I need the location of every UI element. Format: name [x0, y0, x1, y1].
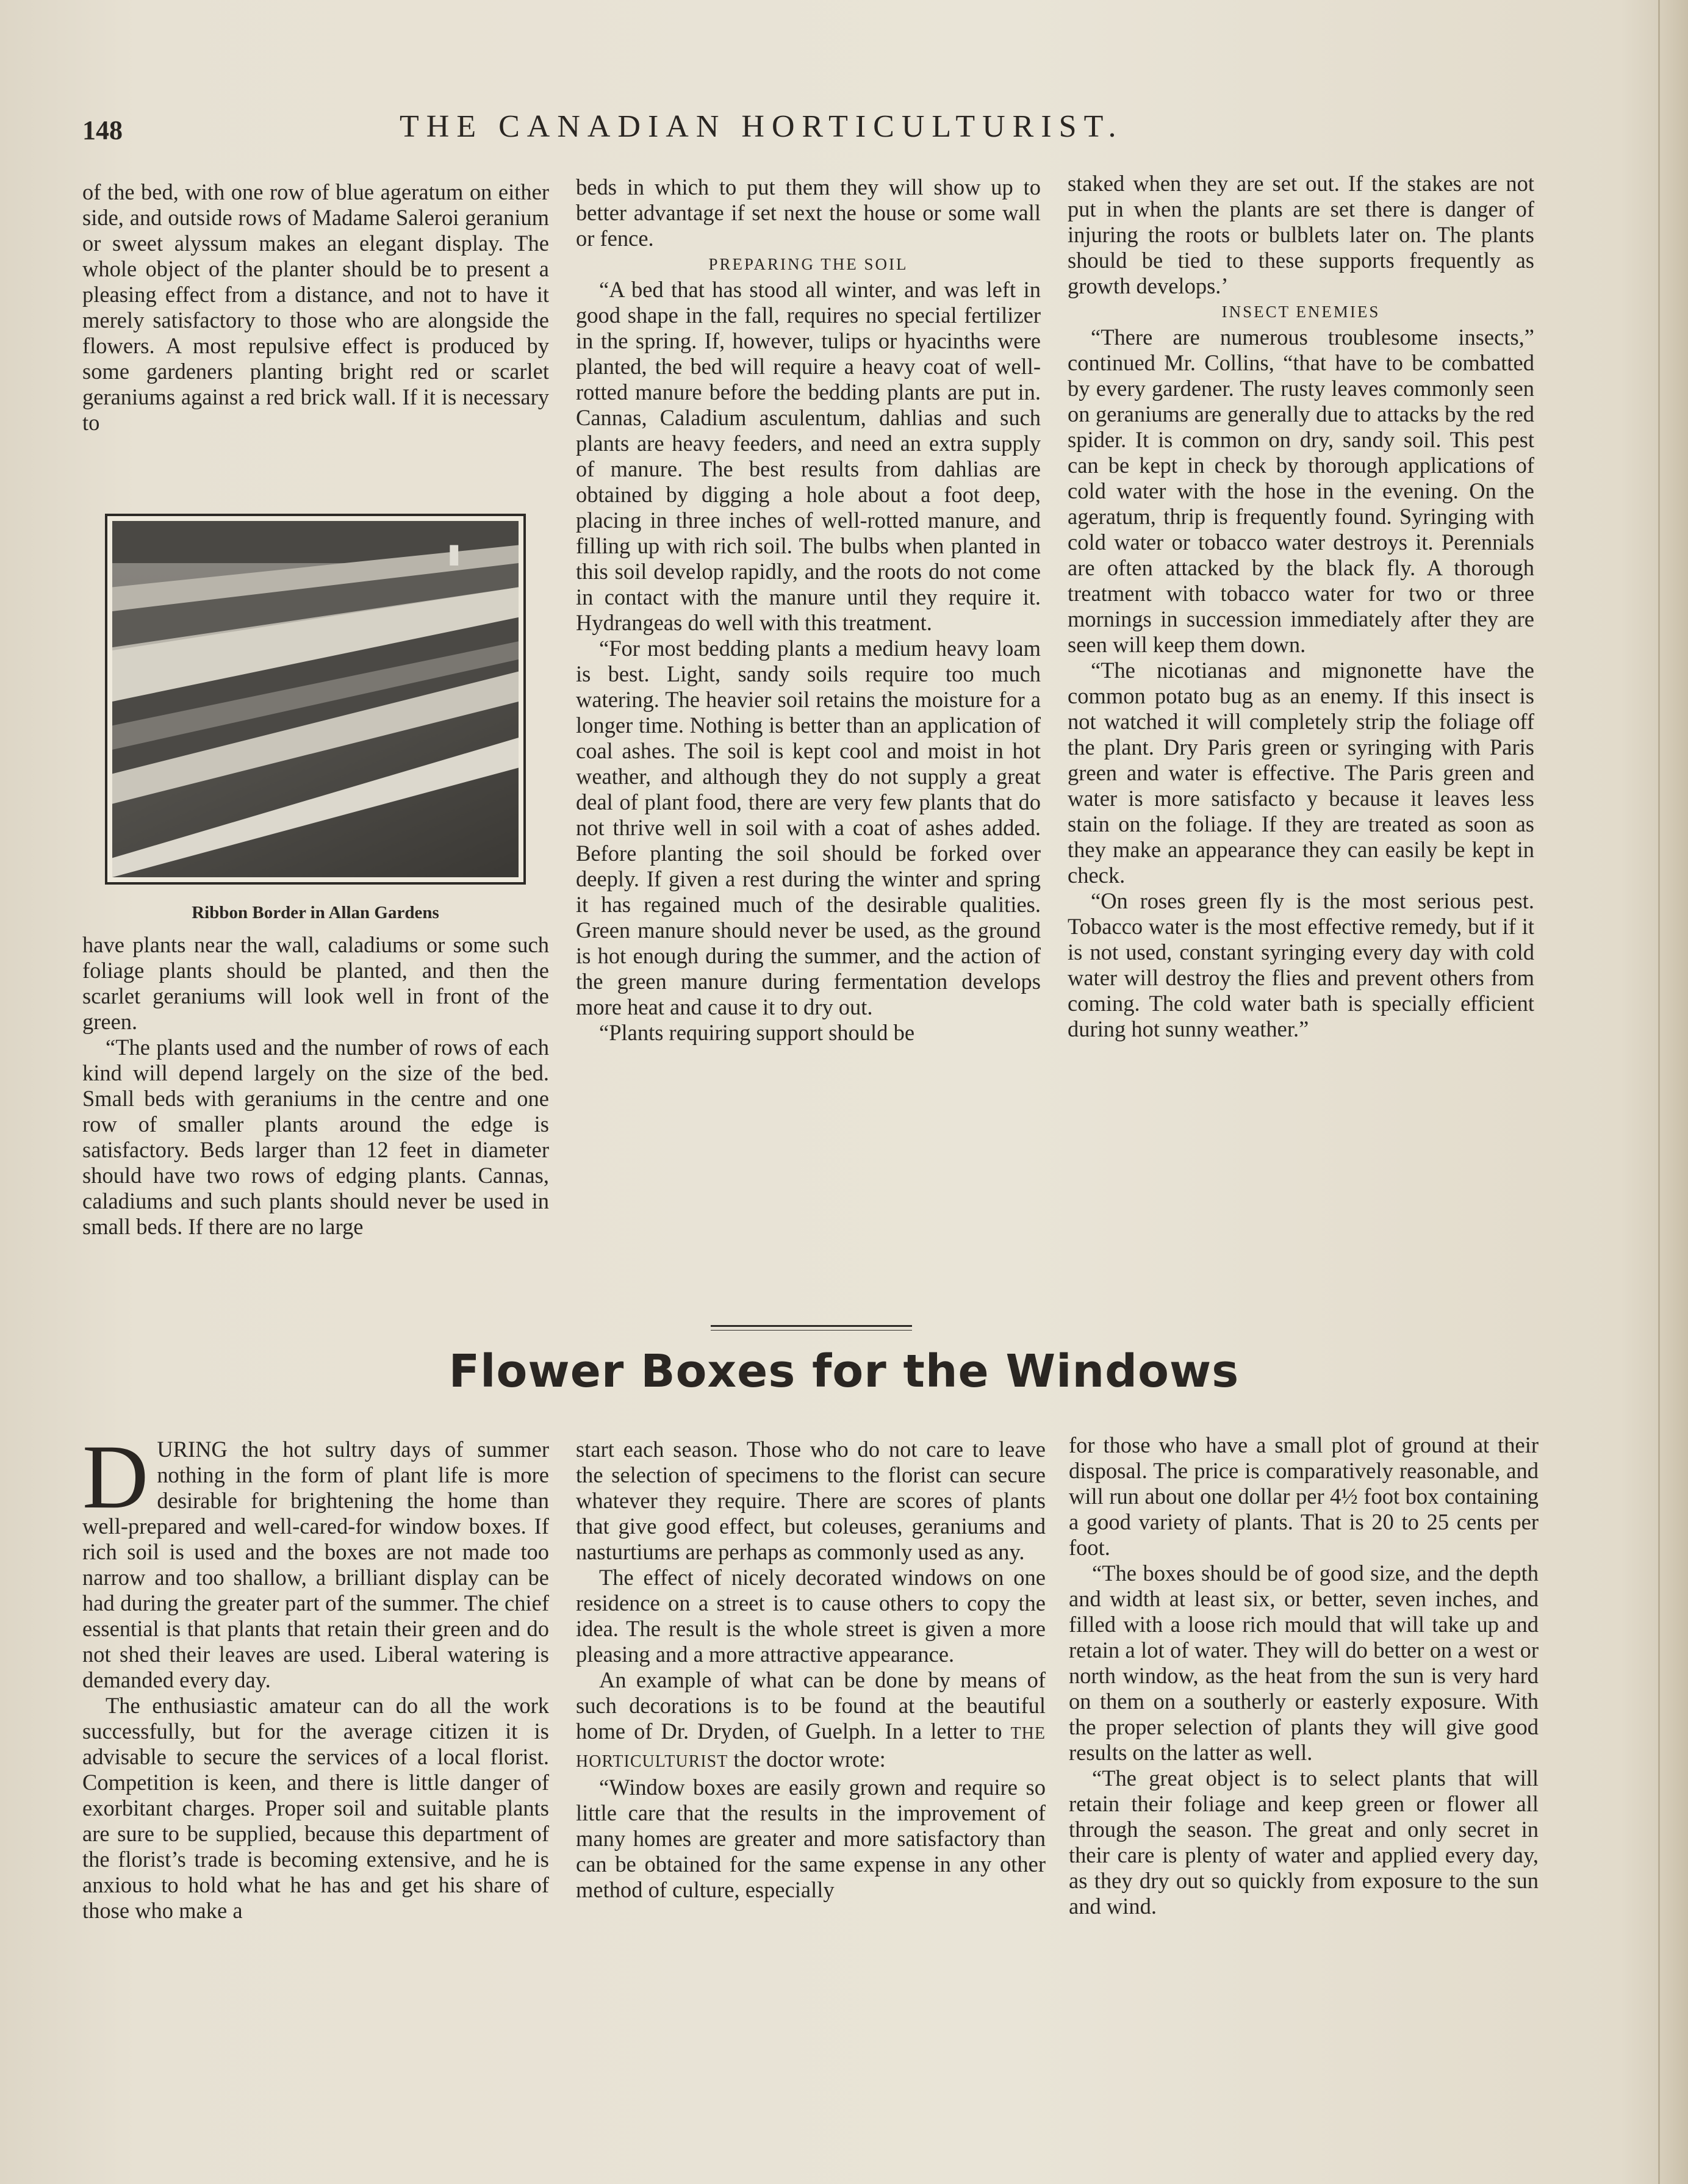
paragraph: have plants near the wall, caladiums or some such foliage plants should be planted, and then the scarlet geraniums will look well in front of the green. [82, 932, 549, 1034]
paragraph: for those who have a small plot of ground at their disposal. The price is comparatively reasonable, and will run about one dollar per 4½ foot box containing a good variety of plants. That is 20 to 25 cents per foot. [1069, 1432, 1539, 1560]
page-binding-edge [1658, 0, 1688, 2184]
garden-photo-image [112, 521, 519, 877]
journal-title: THE CANADIAN HORTICULTURIST. [400, 109, 1124, 144]
paragraph: “The great object is to select plants that will retain their foliage and keep green or flower all through the season. The great and only secret in their care is plenty of water and applied every day, as they dry out so quickly from exposure to the sun and wind. [1069, 1766, 1539, 1919]
paragraph: “The nicotianas and mignonette have the common potato bug as an enemy. If this insect is not watched it will completely strip the foliage off the plant. Dry Paris green or syringing with Paris green and water is effective. The Paris green and water is more satisfacto y because it leaves less stain on the foliage. If they are treated as soon as they make an appearance they can easily be kept in check. [1068, 658, 1534, 888]
paragraph: “On roses green fly is the most serious pest. Tobacco water is the most effective remedy, but if it is not used, constant syringing every day with cold water will destroy the flies and prevent others from coming. The cold water bath is specially efficient during hot sunny weather.” [1068, 888, 1534, 1041]
article-title: Flower Boxes for the Windows [448, 1345, 1240, 1398]
paragraph: “For most bedding plants a medium heavy loam is best. Light, sandy soils require too much watering. The heavier soil retains the moisture for a longer time. Nothing is better than an application of coal ashes. The soil is kept cool and moist in hot weather, and although they do not supply a great deal of plant food, there are very few plants that do not thrive well in soil with a coat of ashes added. Before planting the soil should be forked over deeply. If given a rest during the winter and spring it has regained much of the desirable qualities. Green manure should never be used, as the ground is hot enough during the summer, and the action of the green manure during fermentation develops more heat and cause it to dry out. [576, 636, 1041, 1019]
paragraph: The effect of nicely decorated windows on one residence on a street is to cause others to copy the idea. The result is the whole street is given a more pleasing and a more attractive appearance. [576, 1565, 1046, 1667]
paragraph-text: the doctor wrote: [728, 1747, 886, 1772]
top-column-3 [1068, 171, 1534, 1042]
top-column-2 [576, 174, 1041, 1046]
paragraph [576, 1667, 1046, 1775]
paragraph: staked when they are set out. If the stakes are not put in when the plants are set there is danger of injuring the roots or bulblets later on. The plants should be tied to these supports frequently as growth develops.’ [1068, 171, 1534, 298]
paragraph: “A bed that has stood all winter, and was left in good shape in the fall, requires no special fertilizer in the spring. If, however, tulips or hyacinths were planted, the bed will require a heavy coat of well-rotted manure before the bedding plants are put in. Cannas, Caladium asculentum, dahlias and such plants are heavy feeders, and need an extra supply of manure. The best results from dahlias are obtained by digging a hole about a foot deep, placing in three inches of well-rotted manure, and filling up with rich soil. The bulbs when planted in this soil develop rapidly, and the roots do not come in contact with the manure until they require it. Hydrangeas do well with this treatment. [576, 277, 1041, 635]
paragraph: “The plants used and the number of rows of each kind will depend largely on the size of the bed. Small beds with geraniums in the centre and one row of smaller plants around the edge is satisfactory. Beds larger than 12 feet in diameter should have two rows of edging plants. Cannas, caladiums and such plants should never be used in small beds. If there are no large [82, 1035, 549, 1239]
article-column-3 [1069, 1432, 1539, 1919]
paragraph: beds in which to put them they will show up to better advantage if set next the house or some wall or fence. [576, 174, 1041, 251]
paragraph: “Window boxes are easily grown and require so little care that the results in the improvement of many homes are greater and more satisfactory than can be obtained for the same expense in any other method of culture, especially [576, 1775, 1046, 1902]
paragraph [82, 1426, 549, 1693]
paragraph: “There are numerous troublesome insects,” continued Mr. Collins, “that have to be combatted by every gardener. The rusty leaves commonly seen on geraniums are generally due to attacks by the red spider. It is common on dry, sandy soil. This pest can be kept in check by thorough applications of cold water with the hose in the evening. On the ageratum, thrip is frequently found. Syringing with cold water or tobacco water destroys it. Perennials are often attacked by the black fly. A thorough treatment with tobacco water for two or three mornings in succession immediately after they are seen will keep them down. [1068, 325, 1534, 657]
paragraph-text: An example of what can be done by means of such decorations is to be found at the beautiful home of Dr. Dryden, of Guelph. In a letter to [576, 1667, 1046, 1744]
section-divider [711, 1325, 912, 1327]
section-divider-thin [711, 1330, 912, 1331]
top-column-1 [82, 179, 549, 436]
drop-cap: D [82, 1426, 149, 1528]
paragraph-text: URING the hot sultry days of summer nothing in the form of plant life is more desirable for brightening the home than well-prepared and well-cared-for window boxes. If rich soil is used and the boxes are not made too narrow and too shallow, a brilliant display can be had during the greater part of the summer. The chief essential is that plants that retain their green and do not shed their leaves are used. Liberal watering is demanded every day. [82, 1437, 549, 1692]
article-column-1 [82, 1426, 549, 1924]
paragraph: “The boxes should be of good size, and the depth and width at least six, or better, seven inches, and filled with a loose rich mould that will take up and retain a lot of water. They will do better on a west or north window, as the heat from the sun is very hard on them on a southerly or easterly exposure. With the proper selection of plants they will give good results on the latter as well. [1069, 1561, 1539, 1765]
article-column-2 [576, 1437, 1046, 1903]
paragraph: The enthusiastic amateur can do all the work successfully, but for the average citizen it is advisable to secure the services of a local florist. Competition is keen, and there is little danger of exorbitant charges. Proper soil and suitable plants are sure to be supplied, because this department of the florist’s trade is becoming extensive, and he is anxious to hold what he has and get his share of those who make a [82, 1693, 549, 1923]
ribbon-border-photo [105, 514, 526, 885]
section-subhead: INSECT ENEMIES [1221, 303, 1381, 321]
page-number: 148 [82, 115, 123, 145]
paragraph: of the bed, with one row of blue ageratum on either side, and outside rows of Madame Saleroi geranium or sweet alyssum makes an elegant display. The whole object of the planter should be to present a pleasing effect from a distance, and not to have it merely satisfactory to those who are alongside the flowers. A most repulsive effect is produced by some gardeners planting bright red or scarlet geraniums against a red brick wall. If it is necessary to [82, 179, 549, 435]
paragraph: “Plants requiring support should be [599, 1020, 915, 1045]
top-column-1-continued [82, 932, 549, 1240]
section-subhead: PREPARING THE SOIL [708, 255, 908, 273]
journal-name-smallcaps: THE HORTICULTURIST [576, 1724, 1046, 1771]
paragraph: start each season. Those who do not care to leave the selection of specimens to the florist can secure whatever they require. There are scores of plants that give good effect, but coleuses, geraniums and nasturtiums are perhaps as commonly used as any. [576, 1437, 1046, 1564]
photo-caption: Ribbon Border in Allan Gardens [192, 903, 439, 922]
running-header [82, 109, 1565, 157]
